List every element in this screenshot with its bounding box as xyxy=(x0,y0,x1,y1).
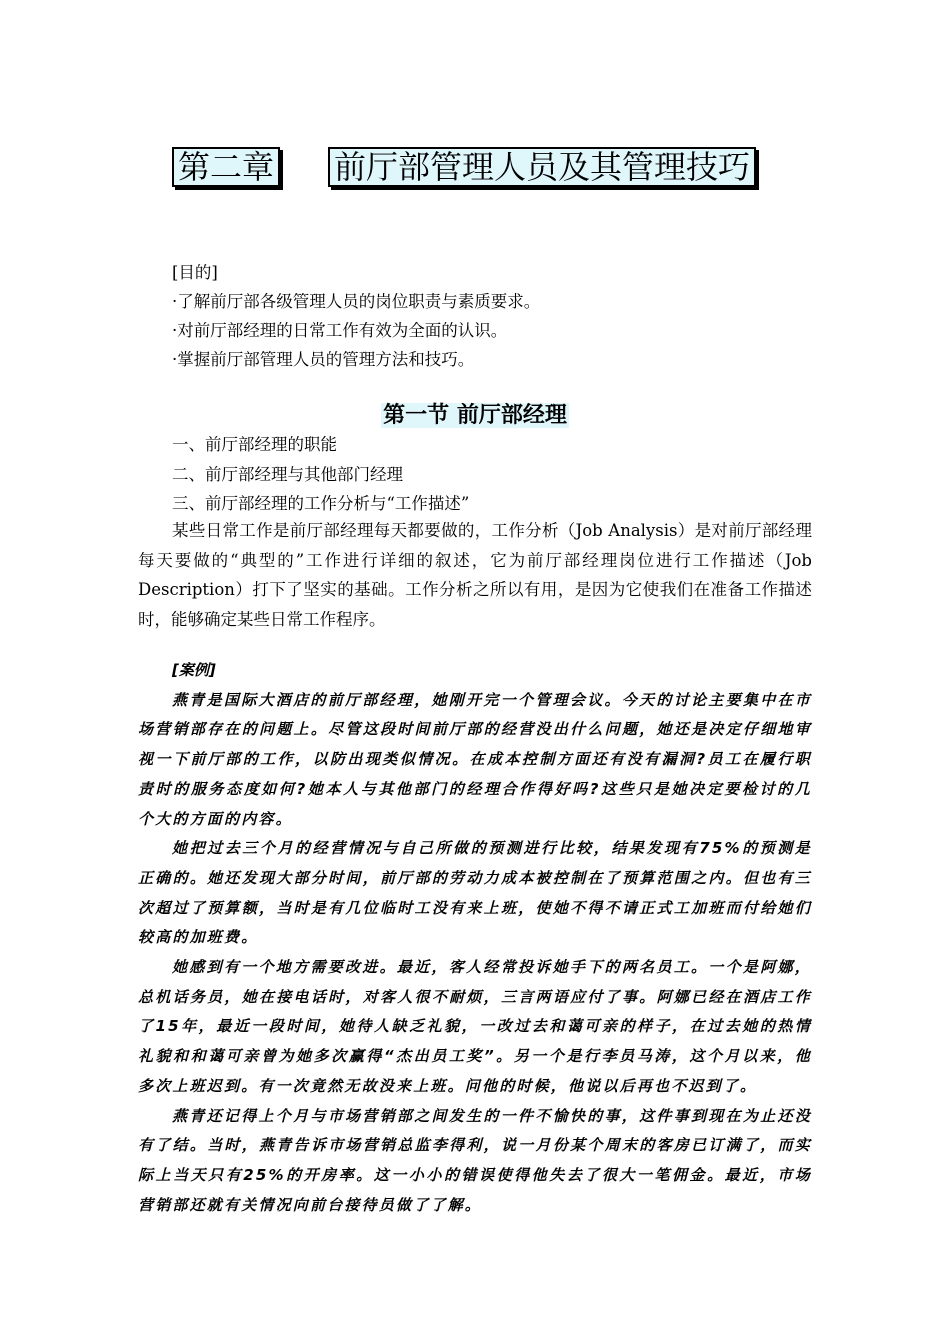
objectives-block xyxy=(172,258,540,374)
case-paragraph: 她感到有一个地方需要改进。最近，客人经常投诉她手下的两名员工。一个是阿娜，总机话务员，她在接电话时，对客人很不耐烦，三言两语应付了事。阿娜已经在酒店工作了15年，最近一段时间，她待人缺乏礼貌，一改过去和蔼可亲的样子，在过去她的热情礼貌和和蔼可亲曾为她多次赢得“杰出员工奖”。另一个是行李员马涛，这个月以来，他多次上班迟到。有一次竟然无故没来上班。问他的时候，他说以后再也不迟到了。 xyxy=(138,958,812,1095)
case-study xyxy=(138,656,812,1220)
objective-item: ·对前厅部经理的日常工作有效为全面的认识。 xyxy=(172,321,508,340)
intro-paragraph: 某些日常工作是前厅部经理每天都要做的，工作分析（Job Analysis）是对前厅部经理每天要做的“典型的”工作进行详细的叙述，它为前厅部经理岗位进行工作描述（Job Description）打下了坚实的基础。工作分析之所以有用，是因为它使我们在准备工作描述时，能够确定某些日常工作程序。 xyxy=(138,521,812,629)
chapter-number: 第二章 xyxy=(172,147,280,187)
outline-item: 一、前厅部经理的职能 xyxy=(172,435,337,454)
case-paragraph: 燕青是国际大酒店的前厅部经理，她刚开完一个管理会议。今天的讨论主要集中在市场营销部存在的问题上。尽管这段时间前厅部的经营没出什么问题，她还是决定仔细地审视一下前厅部的工作，以防出现类似情况。在成本控制方面还有没有漏洞?员工在履行职责时的服务态度如何?她本人与其他部门的经理合作得好吗?这些只是她决定要检讨的几个大的方面的内容。 xyxy=(138,690,812,828)
objective-item: ·掌握前厅部管理人员的管理方法和技巧。 xyxy=(172,350,475,369)
case-paragraph: 她把过去三个月的经营情况与自己所做的预测进行比较，结果发现有75%的预测是正确的。她还发现大部分时间，前厅部的劳动力成本被控制在了预算范围之内。但也有三次超过了预算额，当时是有几位临时工没有来上班，使她不得不请正式工加班而付给她们较高的加班费。 xyxy=(138,839,812,947)
case-paragraph: 燕青还记得上个月与市场营销部之间发生的一件不愉快的事，这件事到现在为止还没有了结。当时，燕青告诉市场营销总监李得利，说一月份某个周末的客房已订满了，而实际上当天只有25%的开房率。这一小小的错误使得他失去了很大一笔佣金。最近，市场营销部还就有关情况向前台接待员做了了解。 xyxy=(138,1106,812,1214)
section-heading xyxy=(0,398,950,429)
outline-item: 三、前厅部经理的工作分析与“工作描述” xyxy=(172,494,470,513)
objective-item: ·了解前厅部各级管理人员的岗位职责与素质要求。 xyxy=(172,292,541,311)
objectives-heading: [目的] xyxy=(172,263,218,282)
case-label: [案例] xyxy=(172,661,216,679)
chapter-title: 前厅部管理人员及其管理技巧 xyxy=(328,147,756,187)
outline-item: 二、前厅部经理与其他部门经理 xyxy=(172,464,403,484)
chapter-heading xyxy=(172,147,756,187)
section-title: 第一节 前厅部经理 xyxy=(383,403,567,428)
section-outline xyxy=(172,430,469,519)
